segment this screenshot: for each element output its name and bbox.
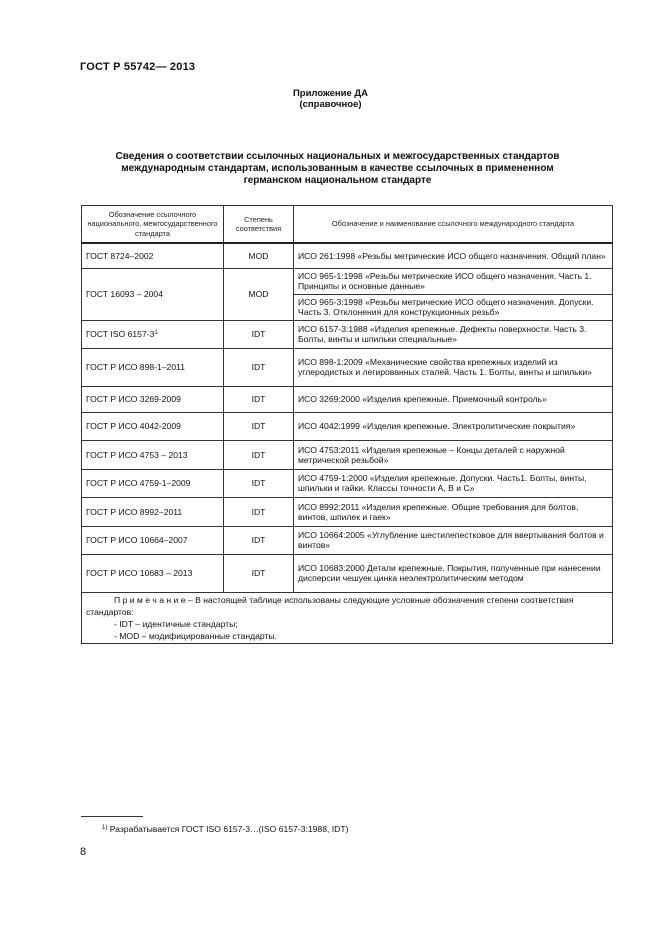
degree-cell: IDT <box>224 348 294 386</box>
title-line-3: германском национальном стандарте <box>243 175 432 186</box>
footnote-ref: 1 <box>154 330 158 336</box>
national-standard-cell: ГОСТ 8724–2002 <box>82 243 224 268</box>
international-standard-cell: ИСО 4042:1999 «Изделия крепежные. Электролитические покрытия» <box>294 412 613 440</box>
title-line-1: Сведения о соответствии ссылочных национальных и межгосударственных стандартов <box>115 151 560 162</box>
table-note <box>82 592 613 643</box>
international-standard-cell: ИСО 898-1:2009 «Механические свойства крепежных изделий из углеродистых и легированных сталей. Часть 1. Болты, винты и шпильки» <box>294 348 613 386</box>
table-row <box>82 526 613 554</box>
national-standard-cell: ГОСТ Р ИСО 8992–2011 <box>82 497 224 526</box>
national-standard-cell: ГОСТ Р ИСО 10683 – 2013 <box>82 554 224 592</box>
international-standard-cell: ИСО 4759-1:2000 «Изделия крепежные. Допуски. Часть1. Болты, винты, шпильки и гайки. Классы точности А, В и С» <box>294 469 613 497</box>
footnote-mark: 1) <box>102 825 108 831</box>
footnote-separator <box>81 816 143 817</box>
table-row <box>82 469 613 497</box>
standard-code: ГОСТ ISO 6157-3 <box>86 329 155 339</box>
degree-cell: IDT <box>224 412 294 440</box>
table-row <box>82 320 613 348</box>
degree-cell: MOD <box>224 268 294 320</box>
degree-cell: IDT <box>224 386 294 412</box>
document-code: ГОСТ Р 55742— 2013 <box>80 61 196 73</box>
degree-cell: IDT <box>224 554 294 592</box>
table-row <box>82 412 613 440</box>
national-standard-cell: ГОСТ Р ИСО 10664–2007 <box>82 526 224 554</box>
table-row <box>82 386 613 412</box>
national-standard-cell <box>82 320 224 348</box>
annex-type: (справочное) <box>299 99 362 110</box>
national-standard-cell: ГОСТ Р ИСО 4042-2009 <box>82 412 224 440</box>
annex-heading <box>0 88 661 110</box>
international-standard-cell: ИСО 965-3:1998 «Резьбы метрические ИСО общего назначения. Допуски. Часть 3. Отклонения для конструкционных резьб» <box>294 294 613 320</box>
note-item-idt: - IDT – идентичные стандарты; <box>114 618 238 629</box>
table-row <box>82 348 613 386</box>
degree-cell: IDT <box>224 320 294 348</box>
degree-cell: IDT <box>224 469 294 497</box>
degree-cell: IDT <box>224 526 294 554</box>
international-standard-cell: ИСО 10664:2005 «Углубление шестилепестковое для ввертывания болтов и винтов» <box>294 526 613 554</box>
header-international-standard: Обозначение и наименование ссылочного международного стандарта <box>294 206 613 244</box>
table-note-row <box>82 592 613 643</box>
table-row <box>82 497 613 526</box>
degree-cell: MOD <box>224 243 294 268</box>
annex-label: Приложение ДА <box>292 88 369 99</box>
table-row <box>82 268 613 294</box>
degree-cell: IDT <box>224 497 294 526</box>
national-standard-cell: ГОСТ Р ИСО 3269-2009 <box>82 386 224 412</box>
international-standard-cell: ИСО 261:1998 «Резьбы метрические ИСО общего назначения. Общий план» <box>294 243 613 268</box>
table-row <box>82 440 613 469</box>
page-number: 8 <box>80 846 87 858</box>
header-degree: Степень соответствия <box>224 206 294 244</box>
correspondence-table <box>81 205 613 644</box>
table-row <box>82 243 613 268</box>
international-standard-cell: ИСО 4753:2011 «Изделия крепежные – Концы деталей с наружной метрической резьбой» <box>294 440 613 469</box>
international-standard-cell: ИСО 10683:2000 Детали крепежные. Покрытия, полученные при нанесении дисперсии чешуек цинка неэлектролитическим методом <box>294 554 613 592</box>
note-item-mod: - MOD – модифицированные стандарты. <box>114 630 277 641</box>
national-standard-cell: ГОСТ Р ИСО 898-1–2011 <box>82 348 224 386</box>
footnote-text: Разрабатывается ГОСТ ISO 6157-3…(ISO 6157-3:1988, IDT) <box>109 824 349 834</box>
title-line-2: международным стандартам, использованным в качестве ссылочных в примененном <box>121 163 554 174</box>
footnote <box>102 824 348 834</box>
national-standard-cell: ГОСТ 16093 – 2004 <box>82 268 224 320</box>
international-standard-cell: ИСО 3269:2000 «Изделия крепежные. Приемочный контроль» <box>294 386 613 412</box>
table-title <box>85 151 590 187</box>
international-standard-cell: ИСО 8992:2011 «Изделия крепежные. Общие требования для болтов, винтов, шпилек и гаек» <box>294 497 613 526</box>
national-standard-cell: ГОСТ Р ИСО 4759-1–2009 <box>82 469 224 497</box>
header-national-standard: Обозначение ссылочного национального, межгосударственного стандарта <box>82 206 224 244</box>
international-standard-cell: ИСО 6157-3:1988 «Изделия крепежные. Дефекты поверхности. Часть 3. Болты, винты и шпильки специальные» <box>294 320 613 348</box>
national-standard-cell: ГОСТ Р ИСО 4753 – 2013 <box>82 440 224 469</box>
note-text: П р и м е ч а н и е – В настоящей таблице использованы следующие условные обозначения степени соответствия стандартов: <box>86 594 574 617</box>
table-row <box>82 554 613 592</box>
degree-cell: IDT <box>224 440 294 469</box>
international-standard-cell: ИСО 965-1:1998 «Резьбы метрические ИСО общего назначения. Часть 1. Принципы и основные данные» <box>294 268 613 294</box>
table-header-row <box>82 206 613 244</box>
